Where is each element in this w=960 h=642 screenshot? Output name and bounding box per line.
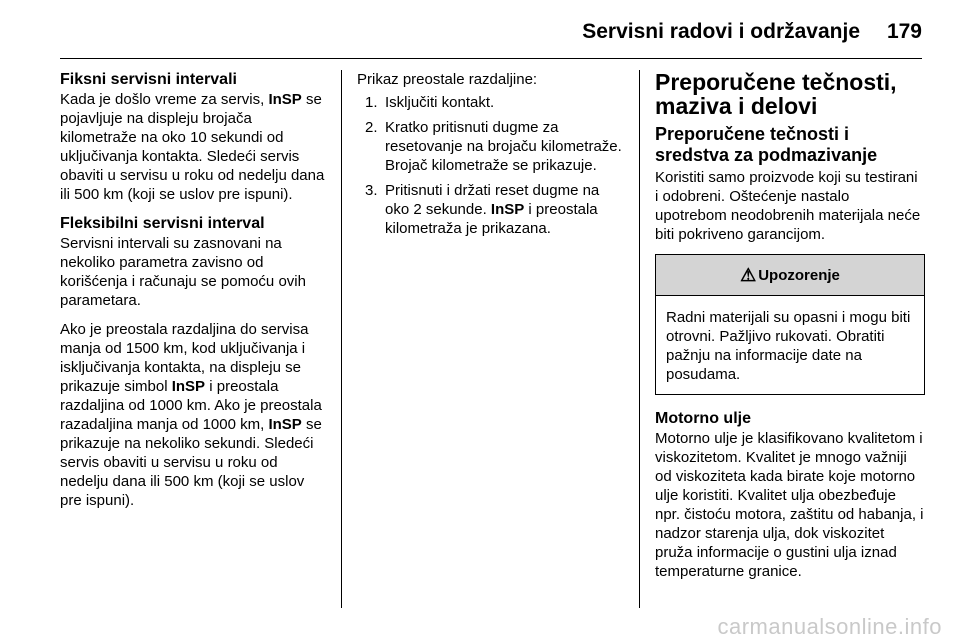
fixed-intervals-text: Kada je došlo vreme za servis, InSP se pojavljuje na displeju brojača kilometraže na oko 10 sekundi od uključivanja kontakta. Sledeći servis obaviti u servisu u roku od nedelju dana ili 500 km (koji se uslov pre ispuni). [60, 91, 325, 203]
engine-oil-heading: Motorno ulje [655, 410, 751, 427]
column-left [60, 70, 330, 520]
engine-oil-text: Motorno ulje je klasifikovano kvalitetom i viskozitetom. Kvalitet je mnogo važniji od viskoziteta kada birate koje motorno ulje koristiti. Kvalitet ulja obezbeđuje npr. čistoću motora, zaštitu od habanja, i nadzor starenja ulja, dok viskozitet pruža informacije o gustini ulja iznad temperaturne granice. [655, 430, 924, 580]
column-right [655, 70, 925, 591]
warning-triangle-icon: ⚠ [740, 264, 757, 285]
step-text: Isključiti kontakt. [385, 94, 495, 111]
header-rule [60, 58, 922, 59]
fluids-intro-text: Koristiti samo proizvode koji su testirani i odobreni. Oštećenje nastalo upotrebom neodobrenih materijala neće biti pokriveno garancijom. [655, 169, 921, 243]
insp-symbol: InSP [268, 416, 302, 433]
fluids-main-heading: Preporučene tečnosti, maziva i delovi [655, 69, 897, 119]
list-item [357, 181, 622, 238]
step-number: 1. [365, 94, 378, 111]
flexible-interval-text-1: Servisni intervali su zasnovani na nekoliko parametra zavisno od korišćenja i računaju se pomoću ovih parametara. [60, 235, 306, 309]
remaining-distance-intro: Prikaz preostale razdaljine: [357, 71, 538, 88]
step-text: Kratko pritisnuti dugme za resetovanje na brojaču kilometraže. Brojač kilometraže se prikazuje. [385, 119, 622, 174]
fixed-intervals-heading: Fiksni servisni intervali [60, 71, 237, 88]
warning-box [655, 254, 925, 395]
column-divider-1 [341, 70, 342, 608]
steps-list [357, 93, 622, 238]
fluids-sub-heading: Preporučene tečnosti i sredstva za podmazivanje [655, 124, 878, 165]
list-item [357, 93, 622, 112]
flexible-interval-text-2: Ako je preostala razdaljina do servisa manja od 1500 km, kod uključivanja i isključivanja kontakta, na displeju se prikazuje simbol InSP i preostala razdaljina od 1000 km. Ako je preostala razadaljina manja od 1000 km, InSP se prikazuje na nekoliko sekundi. Sledeći servis obaviti u servisu u roku od nedelju dana ili 500 km (koji se uslov pre ispuni). [60, 321, 322, 509]
insp-symbol: InSP [490, 201, 525, 218]
section-title: Servisni radovi i održavanje [582, 20, 860, 43]
insp-symbol: InSP [268, 91, 302, 108]
page-number: 179 [886, 20, 922, 43]
warning-header [656, 255, 924, 296]
column-middle [357, 70, 622, 244]
step-number: 3. [365, 182, 378, 199]
warning-text: Radni materijali su opasni i mogu biti otrovni. Pažljivo rukovati. Obratiti pažnju na informacije date na posudama. [666, 309, 911, 383]
watermark: carmanualsonline.info [717, 614, 942, 639]
flexible-interval-heading: Fleksibilni servisni interval [60, 215, 265, 232]
insp-symbol: InSP [171, 378, 206, 395]
page-header [0, 0, 960, 60]
step-text: Pritisnuti i držati reset dugme na oko 2 sekunde. InSP i preostala kilometraža je prikazana. [385, 182, 600, 237]
column-divider-2 [639, 70, 640, 608]
step-number: 2. [365, 119, 378, 136]
warning-title: Upozorenje [758, 266, 840, 284]
list-item [357, 118, 622, 175]
